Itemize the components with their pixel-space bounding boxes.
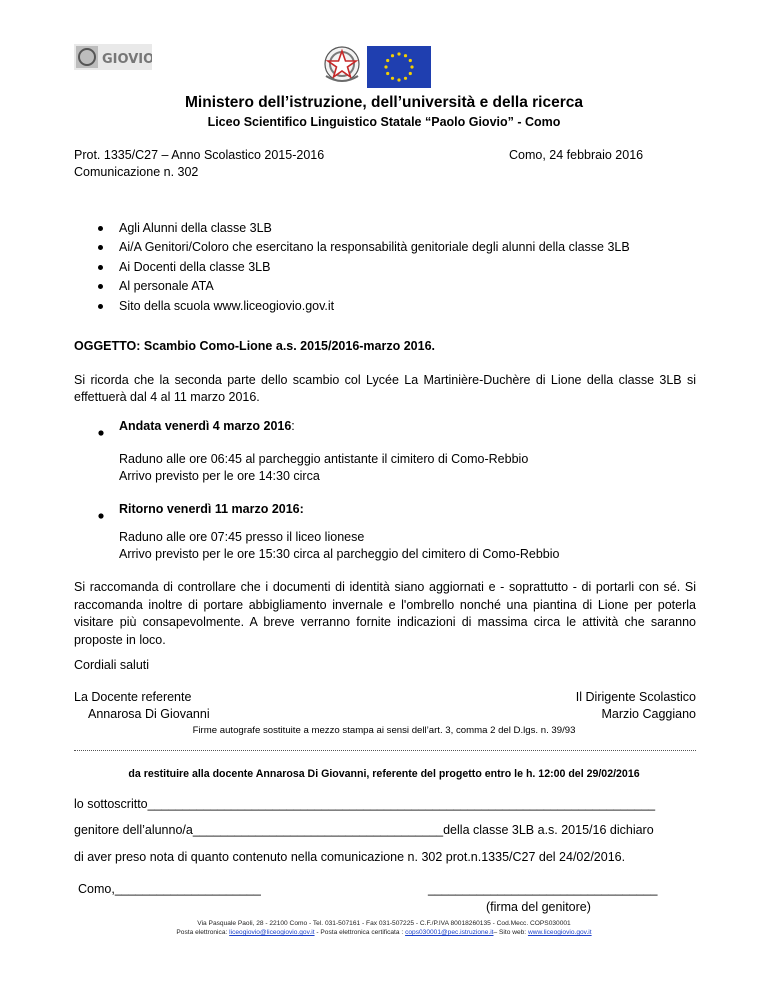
andata-line-1: Raduno alle ore 06:45 al parcheggio antistante il cimitero di Como-Rebbio xyxy=(119,452,529,466)
list-item: Ai/A Genitori/Coloro che esercitano la responsabilità genitoriale degli alunni della classe 3LB xyxy=(96,238,630,257)
andata-heading-line xyxy=(119,419,295,433)
andata-heading: Andata venerdì 4 marzo 2016 xyxy=(119,419,292,433)
footer-website-link[interactable]: www.liceogiovio.gov.it xyxy=(527,929,592,936)
bullet xyxy=(98,508,104,514)
list-item: Sito della scuola www.liceogiovio.gov.it xyxy=(96,297,630,316)
form-signature-line: _________________________________ xyxy=(428,882,658,896)
footer-pec-link[interactable]: cops030001@pec.istruzione.it xyxy=(405,929,494,936)
teacher-name: Annarosa Di Giovanni xyxy=(88,707,210,721)
communication-number: Comunicazione n. 302 xyxy=(74,165,199,179)
list-item: Agli Alunni della classe 3LB xyxy=(96,219,630,238)
school-subtitle: Liceo Scientifico Linguistico Statale “Paolo Giovio” - Como xyxy=(207,115,561,129)
place-date: Como, 24 febbraio 2016 xyxy=(509,148,644,162)
form-line-declaration: di aver preso nota di quanto contenuto nella comunicazione n. 302 prot.n.1335/C27 del 24/02/2016. xyxy=(74,850,626,864)
signature-note: Firme autografe sostituite a mezzo stampa ai sensi dell’art. 3, comma 2 del D.lgs. n. 39/93 xyxy=(192,725,576,736)
ritorno-line-1: Raduno alle ore 07:45 presso il liceo lionese xyxy=(119,530,365,544)
principal-name: Marzio Caggiano xyxy=(601,707,696,721)
principal-role: Il Dirigente Scolastico xyxy=(575,690,696,704)
subject-line: OGGETTO: Scambio Como-Lione a.s. 2015/2016-marzo 2016. xyxy=(74,339,436,353)
school-logo-text: GIOVIO xyxy=(102,52,152,67)
cut-separator xyxy=(74,750,696,751)
intro-paragraph: Si ricorda che la seconda parte dello scambio col Lycée La Martinière-Duchère di Lione della classe 3LB si effettuerà dal 4 al 11 marzo 2016. xyxy=(74,373,696,404)
form-line-signer: lo sottoscritto_________________________________________________________________________ xyxy=(74,797,656,811)
form-signature-label: (firma del genitore) xyxy=(486,900,591,914)
form-place: Como,_____________________ xyxy=(78,882,261,896)
andata-line-2: Arrivo previsto per le ore 14:30 circa xyxy=(119,469,320,483)
footer-web-label: – Sito web: xyxy=(493,929,528,936)
footer-pec-label: - Posta elettronica certificata : xyxy=(314,929,406,936)
ritorno-line-2: Arrivo previsto per le ore 15:30 circa al parcheggio del cimitero di Como-Rebbio xyxy=(119,547,560,561)
ritorno-heading: Ritorno venerdì 11 marzo 2016: xyxy=(119,502,304,516)
teacher-role: La Docente referente xyxy=(74,690,192,704)
ministry-title: Ministero dell’istruzione, dell’università e della ricerca xyxy=(185,94,583,111)
eu-flag xyxy=(367,46,431,88)
footer-email-link[interactable]: liceogiovio@liceogiovio.gov.it xyxy=(229,929,315,936)
republic-emblem xyxy=(320,42,364,86)
andata-colon: : xyxy=(291,419,295,433)
footer-pe-label: Posta elettronica: xyxy=(176,929,230,936)
form-line-parent: genitore dell’alunno/a____________________________________della classe 3LB a.s. 2015/16 dichiaro xyxy=(74,823,654,837)
recommendation-paragraph: Si raccomanda di controllare che i documenti di identità siano aggiornati e - soprattutto - di portarli con sé. Si raccomanda inoltre di portare abbigliamento invernale e l'ombrello nonché una piantina di Lione per poterla visitare più consapevolmente. A breve verranno fornite indicazioni di massima circa le attività che saranno proposte in loco. xyxy=(74,580,696,647)
protocol-number: Prot. 1335/C27 – Anno Scolastico 2015-2016 xyxy=(74,148,325,162)
list-item: Ai Docenti della classe 3LB xyxy=(96,258,630,277)
footer-contacts xyxy=(0,928,768,937)
greeting: Cordiali saluti xyxy=(74,658,150,672)
bullet xyxy=(98,425,104,431)
school-logo xyxy=(74,40,152,74)
list-item: Al personale ATA xyxy=(96,277,630,296)
return-instruction: da restituire alla docente Annarosa Di Giovanni, referente del progetto entro le h. 12:00 del 29/02/2016 xyxy=(128,768,640,780)
footer-address: Via Pasquale Paoli, 28 - 22100 Como - Tel. 031-507161 - Fax 031-507225 - C.F./P.IVA 80018260135 - Cod.Mecc. COPS030001 xyxy=(197,920,571,927)
recipient-list xyxy=(96,219,630,316)
